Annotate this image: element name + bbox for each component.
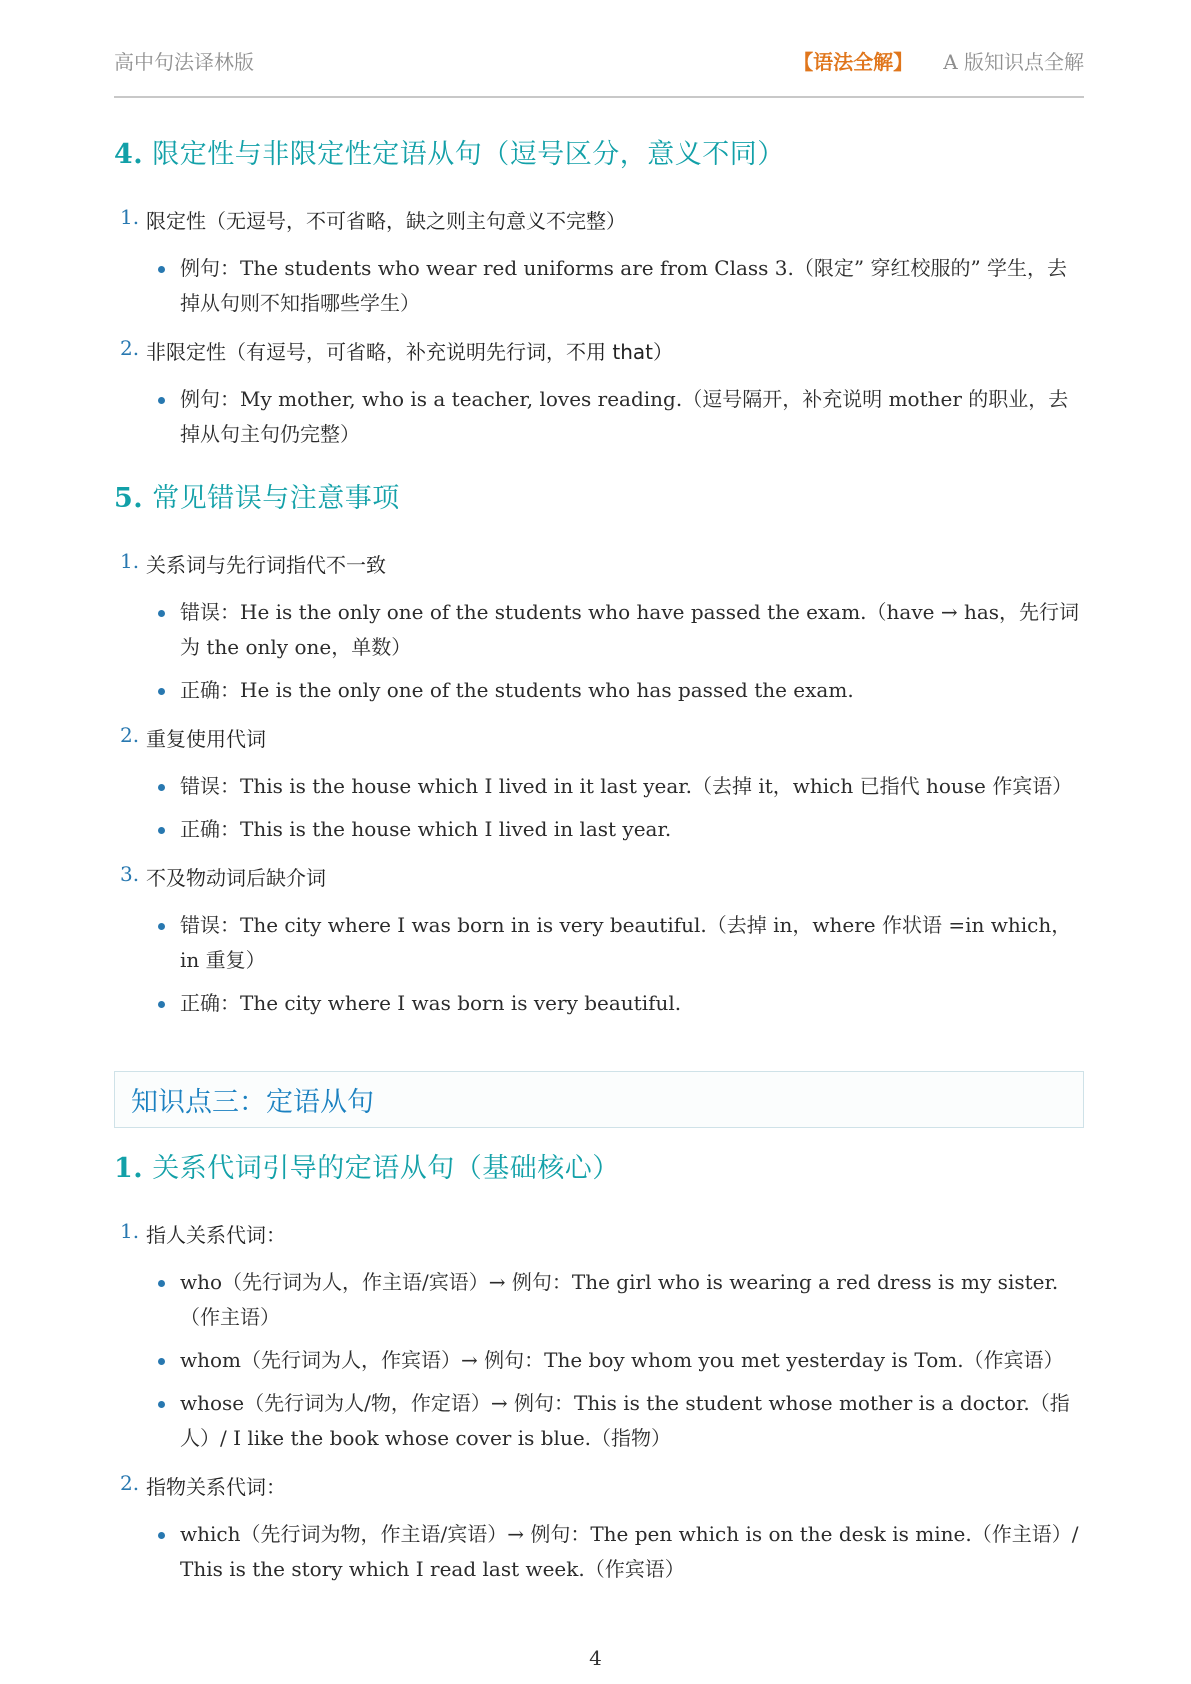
- section-heading-5: 5. 常见错误与注意事项: [114, 483, 400, 514]
- bullet-item: 正确：The city where I was born is very beautiful.: [114, 986, 1084, 1021]
- bullet-item: 正确：He is the only one of the students who has passed the exam.: [114, 673, 1084, 708]
- knowledge-point-box: [114, 1071, 1084, 1128]
- header-right: [793, 46, 1084, 75]
- bullet-item: 正确：This is the house which I lived in last year.: [114, 812, 1084, 847]
- page-header: [114, 44, 1084, 98]
- bullet-icon: [158, 1532, 165, 1539]
- bullet-icon: [158, 688, 165, 695]
- section-heading-4: 4. 限定性与非限定性定语从句（逗号区分，意义不同）: [114, 139, 785, 170]
- bullet-icon: [158, 827, 165, 834]
- list-item: 2. 指物关系代词：: [120, 1471, 286, 1499]
- bullet-icon: [158, 610, 165, 617]
- bullet-item: whom（先行词为人，作宾语）→ 例句：The boy whom you met yesterday is Tom.（作宾语）: [114, 1343, 1084, 1378]
- page-content: [114, 132, 1084, 1587]
- bullet-icon: [158, 397, 165, 404]
- list-item: 2. 重复使用代词: [120, 723, 266, 751]
- list-item: 1. 限定性（无逗号，不可省略，缺之则主句意义不完整）: [120, 205, 626, 233]
- header-tag: 【语法全解】: [793, 50, 914, 74]
- bullet-item: 错误：This is the house which I lived in it last year.（去掉 it，which 已指代 house 作宾语）: [114, 769, 1084, 804]
- section-heading-1: 1. 关系代词引导的定语从句（基础核心）: [114, 1153, 620, 1184]
- header-book-title: 高中句法译林版: [114, 50, 254, 74]
- bullet-icon: [158, 1358, 165, 1365]
- bullet-icon: [158, 266, 165, 273]
- bullet-item: whose（先行词为人/物，作定语）→ 例句：This is the student whose mother is a doctor.（指人）/ I like the book whose cover is blue.（指物）: [114, 1386, 1084, 1456]
- page-number: 4: [589, 1646, 602, 1670]
- bullet-icon: [158, 784, 165, 791]
- bullet-icon: [158, 1280, 165, 1287]
- bullet-item: 例句：My mother, who is a teacher, loves reading.（逗号隔开，补充说明 mother 的职业，去掉从句主句仍完整）: [114, 382, 1084, 452]
- bullet-item: 错误：He is the only one of the students who have passed the exam.（have → has，先行词为 the only one，单数）: [114, 595, 1084, 665]
- bullet-item: 错误：The city where I was born in is very beautiful.（去掉 in，where 作状语 =in which，in 重复）: [114, 908, 1084, 978]
- bullet-item: 例句：The students who wear red uniforms are from Class 3.（限定” 穿红校服的” 学生，去掉从句则不知指哪些学生）: [114, 251, 1084, 321]
- list-item: 1. 关系词与先行词指代不一致: [120, 549, 386, 577]
- bullet-item: who（先行词为人，作主语/宾语）→ 例句：The girl who is wearing a red dress is my sister.（作主语）: [114, 1265, 1084, 1335]
- list-item: 1. 指人关系代词：: [120, 1219, 286, 1247]
- header-edition: A 版知识点全解: [943, 50, 1084, 74]
- list-item: 2. 非限定性（有逗号，可省略，补充说明先行词，不用 that）: [120, 336, 673, 364]
- bullet-icon: [158, 1401, 165, 1408]
- bullet-icon: [158, 1001, 165, 1008]
- bullet-icon: [158, 923, 165, 930]
- knowledge-point-title: 知识点三：定语从句: [131, 1087, 374, 1118]
- bullet-item: which（先行词为物，作主语/宾语）→ 例句：The pen which is on the desk is mine.（作主语）/ This is the story which I read last week.（作宾语）: [114, 1517, 1084, 1587]
- list-item: 3. 不及物动词后缺介词: [120, 862, 326, 890]
